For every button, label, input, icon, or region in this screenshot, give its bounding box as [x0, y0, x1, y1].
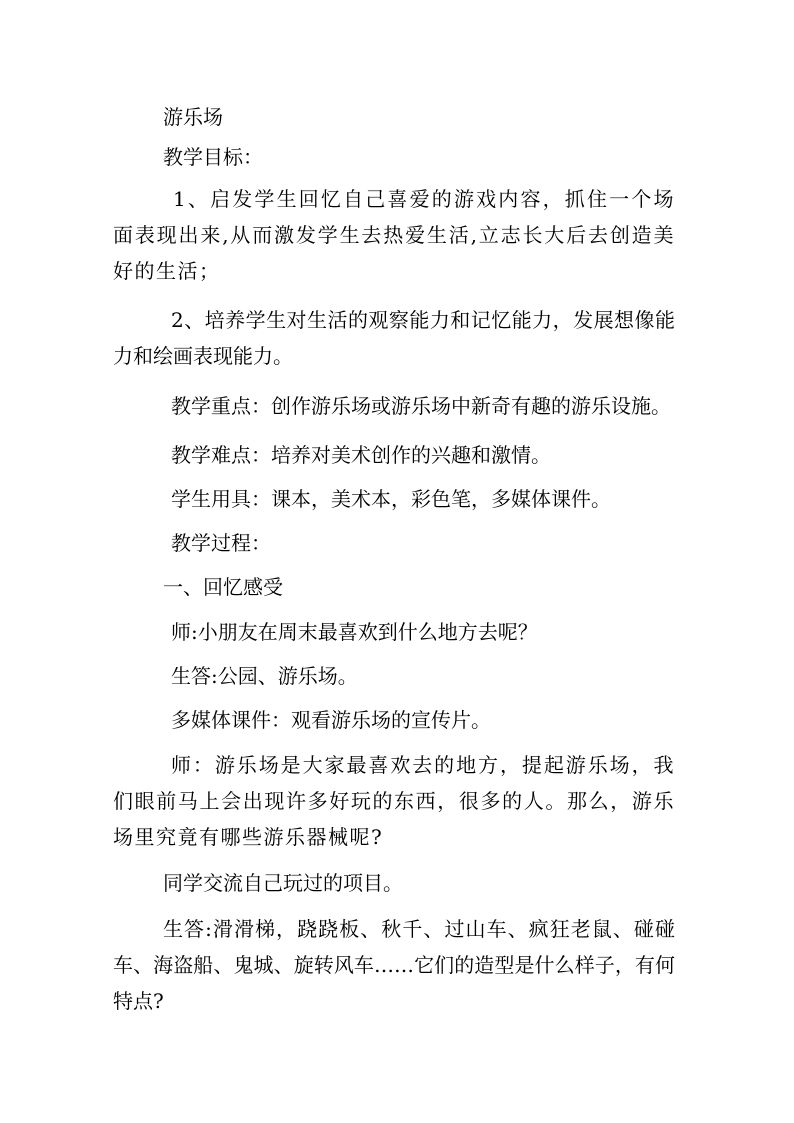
- student-answer-1: 生答:公园、游乐场。: [171, 664, 358, 688]
- objective-1: 1、启发学生回忆自己喜爱的游戏内容，抓住一个场面表现出来,从而激发学生去热爱生活,立志长大后去创造美好的生活；: [113, 187, 675, 283]
- document-body: [113, 100, 675, 1019]
- lesson-title: 游乐场: [163, 105, 223, 129]
- objective-2: 2、培养学生对生活的观察能力和记忆能力，发展想像能力和绘画表现能力。: [113, 308, 675, 368]
- key-point: 教学重点：创作游乐场或游乐场中新奇有趣的游乐设施。: [171, 394, 671, 418]
- teacher-statement-2: 师：游乐场是大家最喜欢去的地方，提起游乐场，我们眼前马上会出现许多好玩的东西，很多的人。那么，游乐场里究竟有哪些游乐器械呢?: [113, 753, 675, 849]
- teacher-question-1: 师:小朋友在周末最喜欢到什么地方去呢？: [171, 620, 538, 644]
- exchange-note: 同学交流自己玩过的项目。: [163, 871, 403, 895]
- materials: 学生用具：课本，美术本，彩色笔，多媒体课件。: [171, 487, 611, 511]
- process-heading: 教学过程：: [171, 531, 271, 555]
- objectives-heading: 教学目标：: [163, 145, 263, 169]
- difficulty: 教学难点：培养对美术创作的兴趣和激情。: [171, 443, 551, 467]
- student-answer-2: 生答:滑滑梯，跷跷板、秋千、过山车、疯狂老鼠、碰碰车、海盗船、鬼城、旋转风车……它们的造型是什么样子，有何特点?: [113, 917, 675, 1013]
- multimedia-note: 多媒体课件：观看游乐场的宣传片。: [171, 708, 491, 732]
- section-1-heading: 一、回忆感受: [163, 575, 283, 599]
